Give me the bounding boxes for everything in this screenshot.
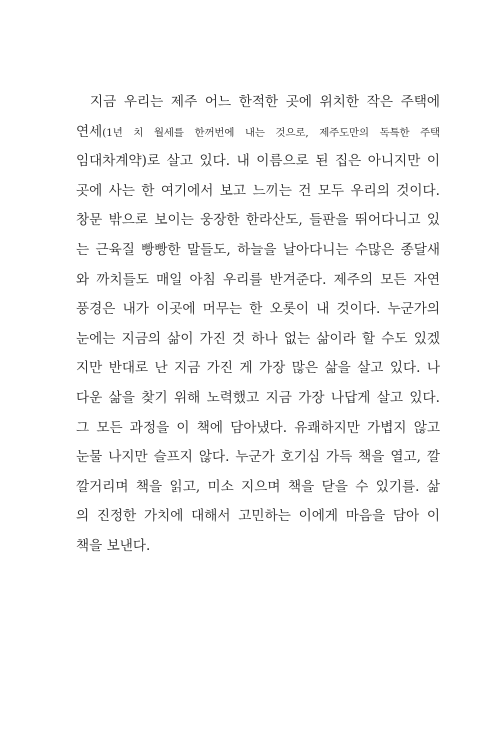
text-line-last: 책을 보낸다. [76, 537, 151, 554]
text-line: 임대차계약)로 살고 있다. 내 이름으로 된 집은 아니지만 이 [76, 153, 440, 170]
inline-note: (1년 치 월세를 한꺼번에 내는 것으로, 제주도만의 독특한 주택 [102, 126, 440, 139]
text-line: 풍경은 내가 이곳에 머무는 한 오롯이 내 것이다. 누군가의 [76, 301, 440, 318]
text-line: 지금 우리는 제주 어느 한적한 곳에 위치한 작은 주택에 [90, 94, 440, 110]
text-line-start: 연세 [76, 123, 103, 140]
text-line: 눈물 나지만 슬프지 않다. 누군가 호기심 가득 책을 열고, 깔 [76, 449, 440, 466]
text-line: 눈에는 지금의 삶이 가진 것 하나 없는 삶이라 할 수도 있겠 [76, 330, 440, 347]
text-line-with-note [76, 118, 440, 148]
text-line: 와 까치들도 매일 아침 우리를 반겨준다. 제주의 모든 자연 [76, 271, 440, 288]
text-line: 깔거리며 책을 읽고, 미소 지으며 책을 닫을 수 있기를. 삶 [76, 478, 440, 495]
text-line: 의 진정한 가치에 대해서 고민하는 이에게 마음을 담아 이 [76, 508, 440, 525]
text-line: 그 모든 과정을 이 책에 담아냈다. 유쾌하지만 가볍지 않고 [76, 419, 440, 436]
body-paragraph [76, 88, 440, 562]
text-line: 다운 삶을 찾기 위해 노력했고 지금 가장 나답게 살고 있다. [76, 389, 440, 406]
text-line: 창문 밖으로 보이는 웅장한 한라산도, 들판을 뛰어다니고 있 [76, 212, 440, 229]
text-line: 는 근육질 빵빵한 말들도, 하늘을 날아다니는 수많은 종달새 [76, 241, 440, 258]
text-line: 곳에 사는 한 여기에서 보고 느끼는 건 모두 우리의 것이다. [76, 182, 440, 199]
text-line: 지만 반대로 난 지금 가진 게 가장 많은 삶을 살고 있다. 나 [76, 360, 440, 377]
